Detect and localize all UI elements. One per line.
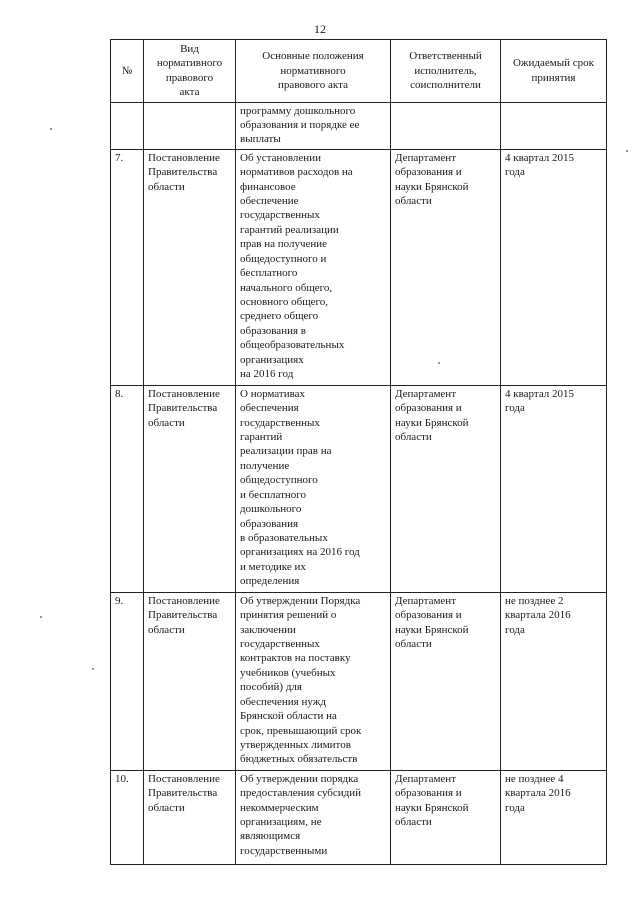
row-responsible [391,149,501,385]
text-line: принятия [531,71,576,84]
text-line: нормативов расходов на [240,166,353,179]
text-line: квартала 2016 [505,787,571,800]
text-line: государственных [240,638,320,651]
text-line: бюджетных обязательств [240,753,358,766]
text-line: квартала 2016 [505,609,571,622]
text-line: среднего общего [240,310,319,323]
text-line: нормативного [280,64,346,77]
text-line: Об утверждении Порядка [240,594,361,607]
text-line: бесплатного [240,267,298,280]
text-line: пособий) для [240,681,302,694]
table-row [111,149,607,385]
header-number [111,40,144,103]
text-line: Об утверждении порядка [240,772,359,785]
text-line: Постановление [148,151,220,164]
text-line: начального общего, [240,281,333,294]
scan-speck [40,616,42,618]
text-line: области [395,816,432,829]
row-number [111,102,144,149]
text-line: исполнитель, [414,64,477,77]
text-line: Правительства [148,166,218,179]
text-line: образования и порядке ее [240,119,360,132]
row-act-type [144,592,236,770]
text-line: Правительства [148,402,218,415]
header-provisions [236,40,391,103]
text-line: года [505,801,525,814]
text-line: организациям, не [240,816,322,829]
text-line: обеспечения [240,402,299,415]
text-line: организациях на 2016 год [240,546,360,559]
text-line: года [505,623,525,636]
text-line: заключении [240,623,296,636]
row-provisions [236,385,391,592]
text-line: соисполнители [410,79,481,92]
text-line: прав на получение [240,238,328,251]
text-line: Об установлении [240,151,321,164]
row-act-type [144,149,236,385]
row-number: 9. [111,592,144,770]
text-line: предоставления субсидий [240,787,362,800]
text-line: принятия решений о [240,609,337,622]
row-deadline [501,592,607,770]
text-line: акта [179,86,200,99]
header-deadline [501,40,607,103]
text-line: науки Брянской [395,416,469,429]
text-line: и методике их [240,560,306,573]
text-line: правового акта [278,79,348,92]
page-number: 12 [314,22,326,36]
text-line: получение [240,459,290,472]
scan-speck [438,362,440,364]
text-line: не позднее 2 [505,594,564,607]
row-number: 8. [111,385,144,592]
text-line: общеобразовательных [240,339,345,352]
row-responsible [391,102,501,149]
text-line: Постановление [148,772,220,785]
text-line: гарантий [240,431,283,444]
text-line: контрактов на поставку [240,652,351,665]
text-line: области [395,638,432,651]
text-line: образования и [395,166,462,179]
text-line: обеспечения нужд [240,695,326,708]
text-line: науки Брянской [395,180,469,193]
text-line: 4 квартал 2015 [505,151,575,164]
scan-speck [626,150,628,152]
text-line: учебников (учебных [240,666,336,679]
row-act-type [144,770,236,864]
header-number-text: № [121,64,133,77]
scan-speck [50,128,52,130]
table-row [111,592,607,770]
text-line: общедоступного [240,474,318,487]
text-line: Департамент [395,387,457,400]
text-line: основного общего, [240,295,329,308]
text-line: Постановление [148,387,220,400]
row-deadline [501,149,607,385]
text-line: государственных [240,416,320,429]
text-line: области [148,416,185,429]
text-line: области [148,623,185,636]
text-line: финансовое [240,180,296,193]
table-row [111,385,607,592]
text-line: обеспечение [240,195,299,208]
text-line: программу дошкольного [240,104,356,117]
text-line: и бесплатного [240,488,307,501]
row-provisions [236,770,391,864]
row-deadline [501,102,607,149]
text-line: утвержденных лимитов [240,738,351,751]
table-row [111,770,607,864]
text-line: правового [165,71,214,84]
text-line: Правительства [148,609,218,622]
text-line: на 2016 год [240,367,294,380]
text-line: образования и [395,609,462,622]
text-line: являющимся [240,830,301,843]
text-line: образования и [395,402,462,415]
row-deadline [501,385,607,592]
text-line: Ответственный [409,50,482,63]
legal-acts-table [110,39,607,865]
text-line: государственными [240,844,328,857]
text-line: срок, превышающий срок [240,724,362,737]
scan-speck [92,668,94,670]
row-act-type [144,385,236,592]
text-line: Постановление [148,594,220,607]
text-line: Основные положения [262,50,364,63]
text-line: выплаты [240,133,281,146]
text-line: области [148,801,185,814]
table-row [111,102,607,149]
text-line: общедоступного и [240,252,327,265]
text-line: реализации прав на [240,445,332,458]
row-responsible [391,592,501,770]
text-line: Брянской области на [240,710,337,723]
row-number: 10. [111,770,144,864]
text-line: определения [240,575,300,588]
row-provisions [236,592,391,770]
header-act-type [144,40,236,103]
text-line: науки Брянской [395,801,469,814]
row-provisions [236,102,391,149]
text-line: науки Брянской [395,623,469,636]
text-line: года [505,166,525,179]
text-line: 4 квартал 2015 [505,387,575,400]
text-line: нормативного [156,57,223,70]
table-header-row [111,40,607,103]
row-number: 7. [111,149,144,385]
text-line: области [395,431,432,444]
text-line: Ожидаемый срок [512,57,594,70]
header-responsible [391,40,501,103]
text-line: дошкольного [240,503,302,516]
text-line: Департамент [395,594,457,607]
row-act-type [144,102,236,149]
text-line: не позднее 4 [505,772,564,785]
text-line: организациях [240,353,304,366]
row-provisions [236,149,391,385]
text-line: гарантий реализации [240,223,339,236]
text-line: области [148,180,185,193]
row-deadline [501,770,607,864]
text-line: области [395,195,432,208]
text-line: некоммерческим [240,801,319,814]
text-line: образования в [240,324,306,337]
text-line: Департамент [395,151,457,164]
text-line: в образовательных [240,531,328,544]
text-line: Вид [180,43,199,55]
text-line: образования и [395,787,462,800]
row-responsible [391,385,501,592]
text-line: Департамент [395,772,457,785]
text-line: года [505,402,525,415]
text-line: О нормативах [240,387,306,400]
row-responsible [391,770,501,864]
text-line: государственных [240,209,320,222]
text-line: образования [240,517,299,530]
text-line: Правительства [148,787,218,800]
